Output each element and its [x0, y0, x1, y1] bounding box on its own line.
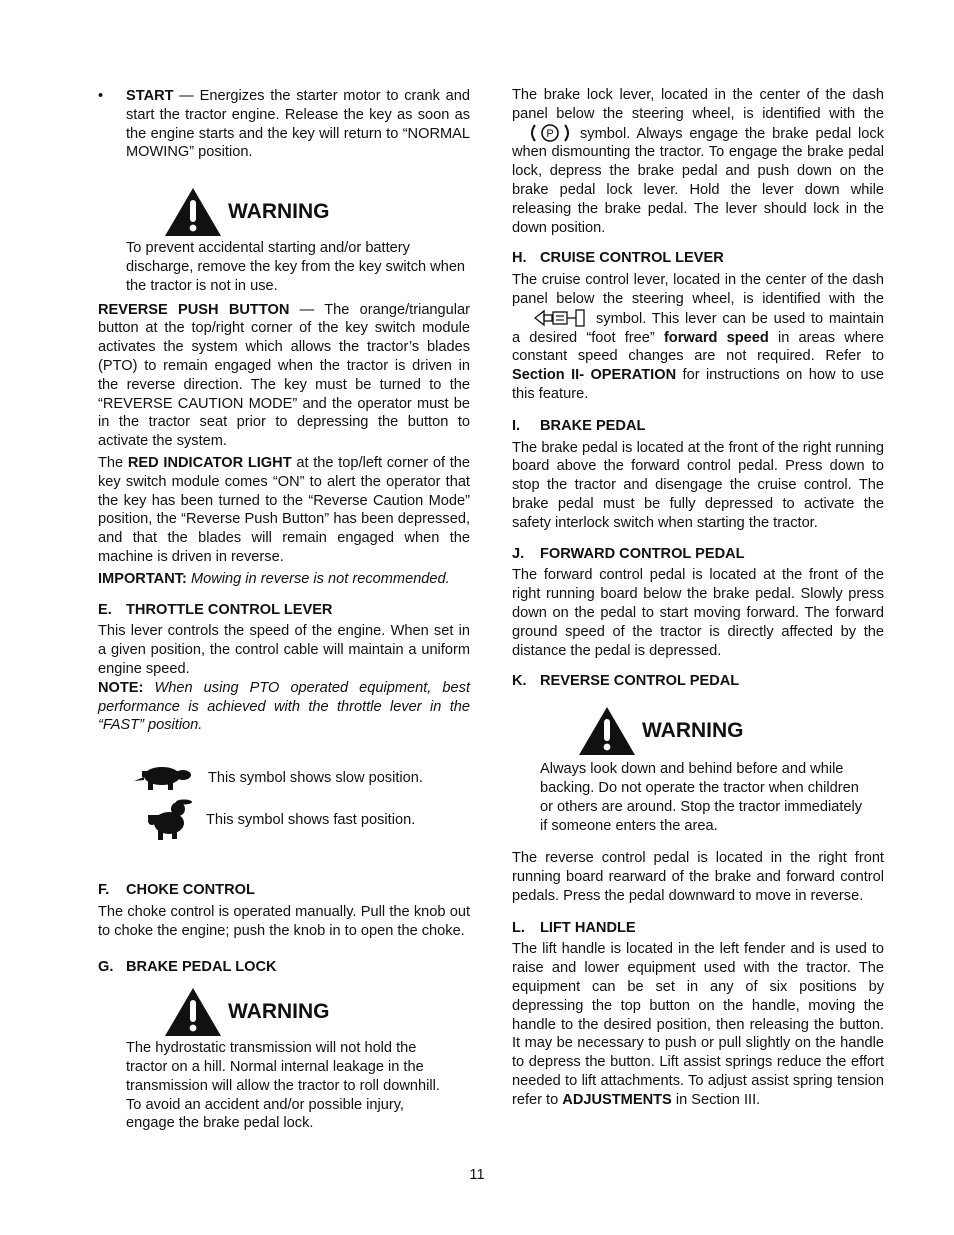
- section-h-bold1: forward speed: [663, 329, 769, 346]
- warning-box-2: [164, 987, 470, 1037]
- start-text: — Energizes the starter motor to crank and start the tractor engine. Release the key as soon as the engine starts and the key will return to “NORMAL MOWING” position.: [126, 88, 470, 161]
- section-e-text: This lever controls the speed of the engine. When set in a given position, the control cable will maintain a uniform engine speed.: [98, 623, 470, 677]
- red-light-label: RED INDICATOR LIGHT: [127, 454, 292, 471]
- section-l-post: in Section III.: [671, 1091, 761, 1108]
- start-item: [98, 87, 470, 162]
- brake-lock-pre: The brake lock lever, located in the center of the dash panel below the steering wheel, is identified with the: [512, 87, 884, 122]
- section-h-heading: [512, 249, 884, 268]
- turtle-icon: [134, 763, 198, 793]
- warning-title-3: WARNING: [642, 718, 744, 742]
- warning-triangle-icon: [578, 706, 636, 756]
- section-j-title: FORWARD CONTROL PEDAL: [540, 545, 745, 562]
- section-l-text: [512, 940, 884, 1109]
- section-e-letter: E.: [98, 601, 112, 618]
- section-l-title: LIFT HANDLE: [540, 919, 636, 936]
- section-h-mid: symbol. This lever can be used to maintain a desired “foot free”: [512, 310, 884, 346]
- section-g-title: BRAKE PEDAL LOCK: [126, 958, 277, 975]
- section-f-text: The choke control is operated manually. Pull the knob out to choke the engine; push the knob in to open the choke.: [98, 903, 470, 939]
- section-h-title: CRUISE CONTROL LEVER: [540, 250, 724, 267]
- reverse-push-label: REVERSE PUSH BUTTON: [98, 301, 290, 318]
- section-i-letter: I.: [512, 417, 521, 434]
- section-l-bold: ADJUSTMENTS: [562, 1091, 672, 1108]
- brake-lock-paragraph: [512, 86, 884, 237]
- section-i-text: The brake pedal is located at the front of the right running board above the forward control pedal. Press down to stop the tractor and disengage the cruise control. The brake pedal must be fully depressed to activate the safety interlock switch when starting the tractor.: [512, 439, 884, 531]
- warning-triangle-icon: [164, 187, 222, 237]
- section-f-heading: [98, 881, 470, 900]
- right-column: [512, 84, 884, 1110]
- warning-title-2: WARNING: [228, 999, 330, 1023]
- cruise-control-icon: [534, 309, 586, 327]
- warning-text-2: The hydrostatic transmission will not hold the tractor on a hill. Normal internal leakage in the transmission will allow the tractor to roll downhill. To avoid an accident and/or possible injury, engage the brake pedal lock.: [126, 1040, 440, 1132]
- bullet: •: [98, 88, 104, 104]
- section-h-post: for instructions on how to use this feature.: [512, 367, 885, 402]
- left-column: [98, 84, 470, 1133]
- important-text: Mowing in reverse is not recommended.: [186, 570, 450, 587]
- section-f-title: CHOKE CONTROL: [126, 882, 255, 899]
- section-e-heading: [98, 601, 470, 620]
- section-e-title: THROTTLE CONTROL LEVER: [126, 601, 333, 618]
- svg-text:P: P: [546, 127, 554, 140]
- section-k-text: The reverse control pedal is located in the right front running board rearward of the brake and forward control pedals. Press the pedal downward to move in reverse.: [512, 850, 884, 904]
- important-note: [98, 570, 470, 589]
- section-k-heading: [512, 672, 884, 691]
- brake-lock-post: symbol. Always engage the brake pedal lock when dismounting the tractor. To engage the brake pedal lock, depress the brake pedal and push down on the brake pedal lock lever. Hold the lever down while releasing the brake pedal. The lever should lock in the down position.: [512, 125, 884, 236]
- section-i-heading: [512, 417, 884, 436]
- section-k-title: REVERSE CONTROL PEDAL: [540, 673, 740, 690]
- page-number: 11: [469, 1167, 485, 1183]
- fast-symbol-row: [98, 799, 470, 841]
- section-h-bold2: Section II- OPERATION: [512, 367, 677, 384]
- section-h-pre: The cruise control lever, located in the center of the dash panel below the steering wheel, is identified with the: [512, 272, 884, 307]
- section-g-heading: [98, 958, 470, 977]
- red-light-pre: The: [98, 454, 128, 471]
- warning-title-1: WARNING: [228, 199, 330, 223]
- red-light-paragraph: [98, 454, 470, 567]
- section-k-letter: K.: [512, 673, 527, 690]
- section-j-text: The forward control pedal is located at the front of the right running board below the brake pedal. Slowly press down on the pedal to start moving forward. The forward ground speed of the tractor is directly affected by the distance the pedal is depressed.: [512, 567, 884, 659]
- section-l-letter: L.: [512, 919, 525, 936]
- warning-triangle-icon: [164, 987, 222, 1037]
- slow-symbol-row: [98, 763, 470, 793]
- section-j-letter: J.: [512, 545, 525, 562]
- parking-brake-icon: [528, 124, 572, 142]
- reverse-push-text: — The orange/triangular button at the top/right corner of the key switch module activates the system which allows the tractor’s blades (PTO) to remain engaged when the tractor is driven in the reverse direction. The key must be turned to the “REVERSE CAUTION MODE” and the operator must be in the tractor seat prior to depressing the button to activate the system.: [98, 301, 470, 450]
- important-label: IMPORTANT:: [98, 570, 187, 587]
- warning-box-3: [578, 706, 884, 756]
- rabbit-icon: [144, 799, 196, 841]
- note-label: NOTE:: [98, 679, 144, 696]
- warning-text-1: To prevent accidental starting and/or battery discharge, remove the key from the key switch when the tractor is not in use.: [126, 240, 466, 294]
- slow-symbol-text: This symbol shows slow position.: [208, 769, 423, 786]
- note: [98, 679, 470, 735]
- section-h-mid2: in areas where constant speed changes are not required. Refer to: [512, 329, 884, 365]
- warning-text-3: Always look down and behind before and while backing. Do not operate the tractor when children or others are around. Stop the tractor immediately if someone enters the area.: [540, 761, 863, 834]
- section-h-text: [512, 271, 884, 404]
- fast-symbol-text: This symbol shows fast position.: [206, 811, 416, 828]
- section-f-letter: F.: [98, 882, 110, 899]
- warning-box-1: [164, 187, 470, 237]
- section-g-letter: G.: [98, 958, 114, 975]
- section-l-pre: The lift handle is located in the left fender and is used to raise and lower equipment used with the tractor. The equipment can be set in any of six positions by depressing the top button on the handle, moving the handle to the desired position, then releasing the button. It may be necessary to push or pull slightly on the handle to depress the button. Lift assist springs reduce the effort needed to lift attachments. To adjust assist spring tension refer to: [512, 941, 884, 1108]
- section-h-letter: H.: [512, 250, 527, 267]
- reverse-push-paragraph: [98, 301, 470, 451]
- section-j-heading: [512, 545, 884, 564]
- note-text: When using PTO operated equipment, best performance is achieved with the throttle lever in the “FAST” position.: [98, 679, 470, 734]
- red-light-text: at the top/left corner of the key switch module comes “ON” to alert the operator that the key has been turned to the “Reverse Caution Mode” position, the “Reverse Push Button” has been depressed, and that the blades will remain engaged when the machine is driven in reverse.: [98, 454, 471, 565]
- start-label: START: [126, 88, 174, 104]
- section-i-title: BRAKE PEDAL: [540, 417, 646, 434]
- section-l-heading: [512, 919, 884, 938]
